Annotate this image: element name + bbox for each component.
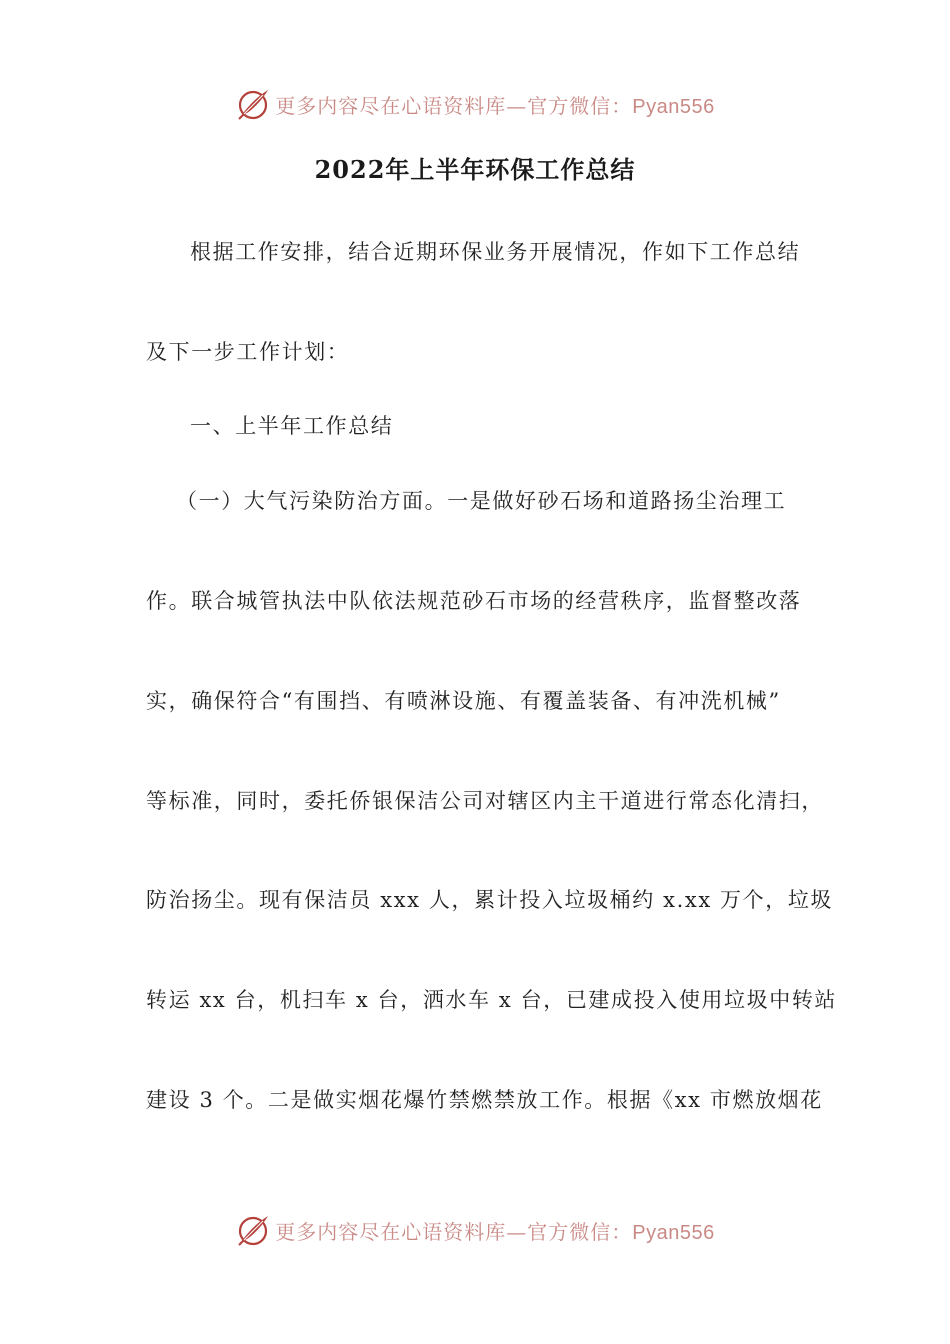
watermark-contact-label: 官方微信： bbox=[527, 1219, 633, 1244]
watermark-text bbox=[275, 1216, 714, 1245]
body-line-10: 建设 3 个。二是做实烟花爆竹禁燃禁放工作。根据《xx 市燃放烟花 bbox=[146, 1088, 823, 1112]
watermark-text bbox=[275, 90, 714, 119]
body-line-1: 根据工作安排，结合近期环保业务开展情况，作如下工作总结 bbox=[190, 240, 801, 264]
body-line-9: 转运 xx 台，机扫车 x 台，洒水车 x 台，已建成投入使用垃圾中转站 bbox=[146, 988, 838, 1012]
body-line-2: 及下一步工作计划： bbox=[146, 340, 350, 364]
watermark-site: 更多内容尽在心语资料库— bbox=[275, 1219, 528, 1244]
watermark-contact-label: 官方微信： bbox=[527, 93, 633, 118]
body-line-4: （一）大气污染防治方面。一是做好砂石场和道路扬尘治理工 bbox=[176, 489, 787, 513]
footer-watermark bbox=[0, 1208, 950, 1252]
body-line-6: 实，确保符合“有围挡、有喷淋设施、有覆盖装备、有冲洗机械” bbox=[146, 689, 781, 713]
watermark-site: 更多内容尽在心语资料库— bbox=[275, 93, 528, 118]
document-title: 2022年上半年环保工作总结 bbox=[314, 155, 636, 184]
header-watermark bbox=[0, 82, 950, 126]
body-line-8: 防治扬尘。现有保洁员 xxx 人，累计投入垃圾桶约 x.xx 万个，垃圾 bbox=[146, 888, 834, 912]
watermark-contact-id: Pyan556 bbox=[632, 95, 715, 118]
section-heading: 一、上半年工作总结 bbox=[190, 414, 394, 438]
quill-pen-icon bbox=[235, 1212, 271, 1248]
body-line-7: 等标准，同时，委托侨银保洁公司对辖区内主干道进行常态化清扫， bbox=[146, 789, 824, 813]
watermark-contact-id: Pyan556 bbox=[632, 1221, 715, 1244]
body-line-5: 作。联合城管执法中队依法规范砂石市场的经营秩序，监督整改落 bbox=[146, 589, 802, 613]
quill-pen-icon bbox=[235, 86, 271, 122]
